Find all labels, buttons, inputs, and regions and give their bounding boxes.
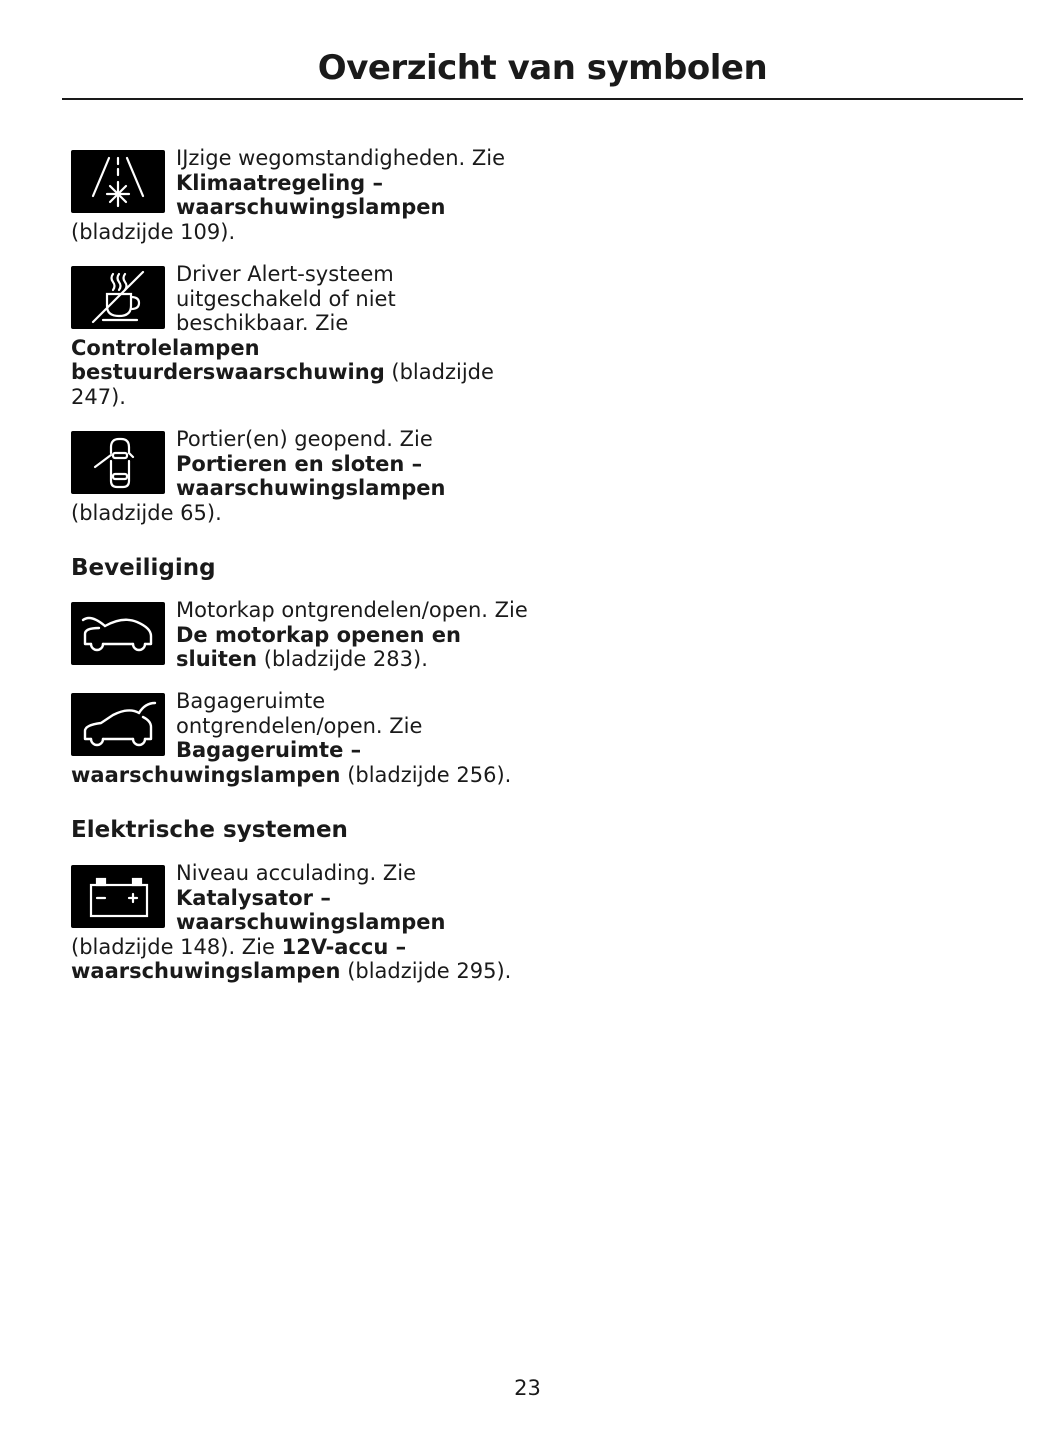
icy-road-icon <box>71 150 165 213</box>
cross-reference-link[interactable]: De motorkap openen en sluiten <box>176 622 461 671</box>
entry-text: Portier(en) geopend. Zie <box>176 427 433 451</box>
driver-alert-off-icon <box>71 266 165 329</box>
symbol-entry-battery <box>71 861 531 984</box>
entry-text: Niveau acculading. Zie <box>176 861 417 885</box>
section-heading-electrical: Elektrische systemen <box>71 817 348 843</box>
page-number: 23 <box>514 1376 541 1400</box>
entry-text: Driver Alert-systeem uitgeschakeld of niet beschikbaar. Zie <box>176 262 396 335</box>
entry-text: Motorkap ontgrendelen/open. Zie <box>176 598 528 622</box>
symbol-entry-trunk-open <box>71 689 531 787</box>
trunk-open-icon <box>71 693 165 756</box>
cross-reference-link[interactable]: Klimaatregeling – waarschuwingslampen <box>176 170 446 219</box>
page-reference: (bladzijde 247). <box>71 360 494 409</box>
cross-reference-link[interactable]: 12V-accu – waarschuwingslampen <box>71 934 407 983</box>
cross-reference-link[interactable]: Portieren en sloten – waarschuwingslampen <box>176 451 446 500</box>
symbol-entry-driver-alert <box>71 262 531 409</box>
page-reference: (bladzijde 295). <box>340 959 512 983</box>
symbol-entry-hood-open <box>71 598 531 672</box>
section-heading-security: Beveiliging <box>71 555 216 581</box>
page-reference: (bladzijde 148). Zie <box>71 934 282 959</box>
entry-text: IJzige wegomstandigheden. Zie <box>176 146 506 170</box>
title-divider <box>62 98 1023 100</box>
hood-open-icon <box>71 602 165 665</box>
page-reference: (bladzijde 283). <box>257 647 428 671</box>
page-reference: (bladzijde 65). <box>71 500 222 525</box>
battery-icon <box>71 865 165 928</box>
page-title: Overzicht van symbolen <box>317 48 768 88</box>
entry-text: Bagageruimte ontgrendelen/open. Zie <box>176 689 423 738</box>
symbol-entry-icy-road <box>71 146 531 244</box>
door-open-icon <box>71 431 165 494</box>
cross-reference-link[interactable]: Controlelampen bestuurderswaarschuwing <box>71 335 385 384</box>
cross-reference-link[interactable]: Bagageruimte – waarschuwingslampen <box>71 738 362 787</box>
page-reference: (bladzijde 109). <box>71 219 236 244</box>
cross-reference-link[interactable]: Katalysator – waarschuwingslampen <box>176 885 446 934</box>
page-reference: (bladzijde 256). <box>340 762 512 787</box>
symbol-entry-door-open <box>71 427 531 525</box>
